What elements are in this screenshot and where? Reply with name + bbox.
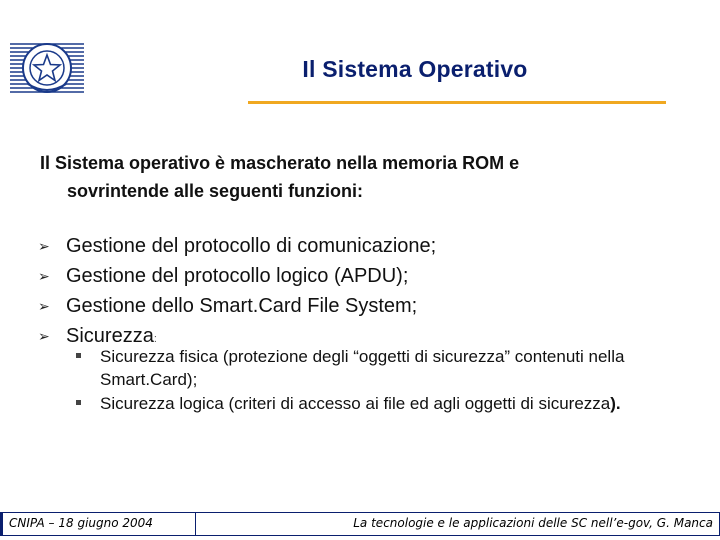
footer-divider [195,513,196,535]
bullet-text: Gestione del protocollo di comunicazione; [66,235,437,257]
sub-list-item [70,345,680,391]
bullet-colon: : [153,333,157,345]
sub-bullet-text-end-bold: ). [610,394,621,413]
footer-right-text: La tecnologie e le applicazioni delle SC nell’e-gov, G. Manca [353,516,713,530]
arrow-bullet-icon: ➢ [38,238,50,254]
title-underline [248,101,666,104]
sub-bullet-text-end: sicurezza [538,394,611,413]
bullet-text: Sicurezza [66,325,154,347]
slide-title: Il Sistema Operativo [302,56,528,82]
bullet-text: Gestione dello Smart.Card File System; [66,295,418,317]
list-item [38,291,678,321]
intro-line-1: Il Sistema operativo è mascherato nella memoria ROM e [40,153,520,173]
sub-bullet-text: Sicurezza fisica (protezione degli “oggetti di sicurezza” contenuti nella Smart.Card); [100,347,625,389]
bullet-list [38,231,678,351]
bullet-text: Gestione del protocollo logico (APDU); [66,265,409,287]
arrow-bullet-icon: ➢ [38,298,50,314]
arrow-bullet-icon: ➢ [38,268,50,284]
sub-bullet-list [70,345,680,416]
square-bullet-icon [76,400,81,405]
list-item [38,231,678,261]
emblem-icon [8,30,86,106]
square-bullet-icon [76,353,81,358]
footer-left-text: CNIPA – 18 giugno 2004 [9,516,153,530]
intro-paragraph [40,149,680,205]
sub-bullet-text: Sicurezza logica (criteri di accesso ai file ed agli oggetti di [100,394,534,413]
intro-line-2: sovrintende alle seguenti funzioni: [67,181,364,201]
list-item [38,261,678,291]
arrow-bullet-icon: ➢ [38,328,50,344]
footer-bar [0,512,720,536]
sub-list-item [70,392,680,415]
